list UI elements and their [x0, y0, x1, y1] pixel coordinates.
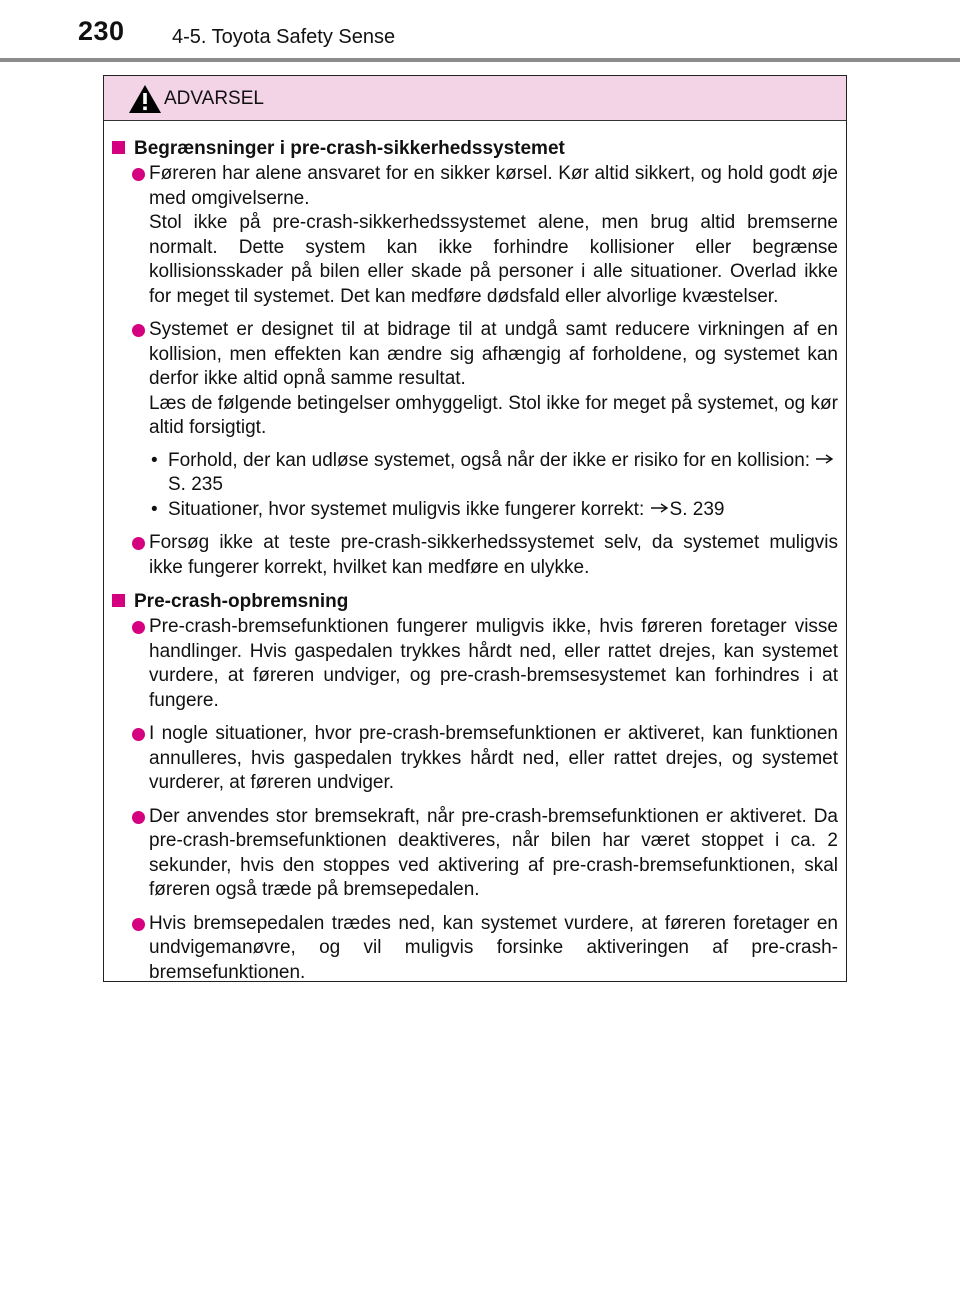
- warning-section: [112, 589, 838, 985]
- section-heading: [112, 589, 838, 615]
- section-title: 4-5. Toyota Safety Sense: [172, 26, 396, 48]
- list-item: [112, 162, 838, 309]
- paragraph: Læs de følgende betingelser omhyggeligt. Stol ikke for meget på systemet, og kør altid forsigtigt.: [149, 392, 838, 438]
- sub-list-item: [149, 449, 838, 498]
- dot-bullet-icon: •: [151, 498, 158, 520]
- sub-list-item: [149, 498, 838, 523]
- circle-bullet-icon: [132, 621, 145, 634]
- list-item: [112, 912, 838, 986]
- paragraph: Systemet er designet til at bidrage til at undgå samt reducere virkningen af en kollision, men effekten kan ændre sig afhængig af forholdene, og systemet kan derfor ikke altid opnå samme resultat.: [149, 319, 838, 389]
- page-header: [0, 0, 960, 62]
- arrow-right-icon: [815, 453, 835, 465]
- page-number: 230: [78, 16, 125, 46]
- paragraph: Der anvendes stor bremsekraft, når pre-crash-bremsefunktionen er aktiveret. Da pre-crash-bremsefunktionen deaktiveres, når bilen har været stoppet i ca. 2 sekunder, hvis den stoppes ved aktivering af pre-crash-bremsefunktionen, skal føreren også træde på bremsepedalen.: [149, 805, 838, 900]
- warning-box: [103, 75, 847, 982]
- circle-bullet-icon: [132, 537, 145, 550]
- list-item: [112, 318, 838, 522]
- arrow-right-icon: [650, 502, 670, 514]
- list-item: [112, 805, 838, 903]
- warning-body: [104, 121, 846, 985]
- dot-bullet-icon: •: [151, 449, 158, 471]
- paragraph: Stol ikke på pre-crash-sikkerhedssystemet alene, men brug altid bremserne normalt. Dette system kan ikke forhindre kollisioner eller begrænse kollisionsskader på bilen eller skade på personer i alle situationer. Overlad ikke for meget til systemet. Det kan medføre dødsfald eller alvorlige kvæstelser.: [149, 212, 838, 307]
- sub-item-text: Forhold, der kan udløse systemet, også når der ikke er risiko for en kollision:: [168, 449, 811, 471]
- page-reference-link[interactable]: S. 235: [168, 474, 223, 495]
- list-item: [112, 531, 838, 580]
- section-heading-text: Begrænsninger i pre-crash-sikkerhedssystemet: [134, 138, 565, 159]
- warning-label: ADVARSEL: [164, 88, 264, 109]
- paragraph: Hvis bremsepedalen trædes ned, kan systemet vurdere, at føreren foretager en undvigemanøvre, og vil muligvis forsinke aktiveringen af pre-crash-bremsefunktionen.: [149, 912, 838, 983]
- paragraph: Pre-crash-bremsefunktionen fungerer muligvis ikke, hvis føreren foretager visse handlinger. Hvis gaspedalen trykkes hårdt ned, eller rattet drejes, kan systemet vurdere, at føreren undviger, og pre-crash-bremsesystemet kan forhindres i at fungere.: [149, 616, 838, 711]
- paragraph: Føreren har alene ansvaret for en sikker kørsel. Kør altid sikkert, og hold godt øje med omgivelserne.: [149, 163, 838, 209]
- circle-bullet-icon: [132, 324, 145, 337]
- sub-list: [149, 449, 838, 523]
- paragraph: I nogle situationer, hvor pre-crash-bremsefunktionen er aktiveret, kan funktionen annulleres, hvis gaspedalen trykkes hårdt ned, eller rattet drejes, og systemet vurderer, at føreren undviger.: [149, 723, 838, 793]
- circle-bullet-icon: [132, 918, 145, 931]
- sub-item-text: Situationer, hvor systemet muligvis ikke fungerer korrekt:: [168, 498, 645, 520]
- paragraph: Forsøg ikke at teste pre-crash-sikkerhedssystemet selv, da systemet muligvis ikke fungerer korrekt, hvilket kan medføre en ulykke.: [149, 532, 838, 578]
- list-item: [112, 615, 838, 713]
- section-heading: [112, 136, 838, 162]
- circle-bullet-icon: [132, 811, 145, 824]
- warning-triangle-icon: [128, 84, 162, 114]
- circle-bullet-icon: [132, 728, 145, 741]
- warning-section: [112, 136, 838, 580]
- square-bullet-icon: [112, 594, 125, 607]
- warning-header: [104, 76, 846, 121]
- list-item: [112, 722, 838, 796]
- page-reference-link[interactable]: S. 239: [669, 498, 725, 520]
- square-bullet-icon: [112, 141, 125, 154]
- section-heading-text: Pre-crash-opbremsning: [134, 591, 349, 612]
- circle-bullet-icon: [132, 168, 145, 181]
- header-rule: [0, 58, 960, 62]
